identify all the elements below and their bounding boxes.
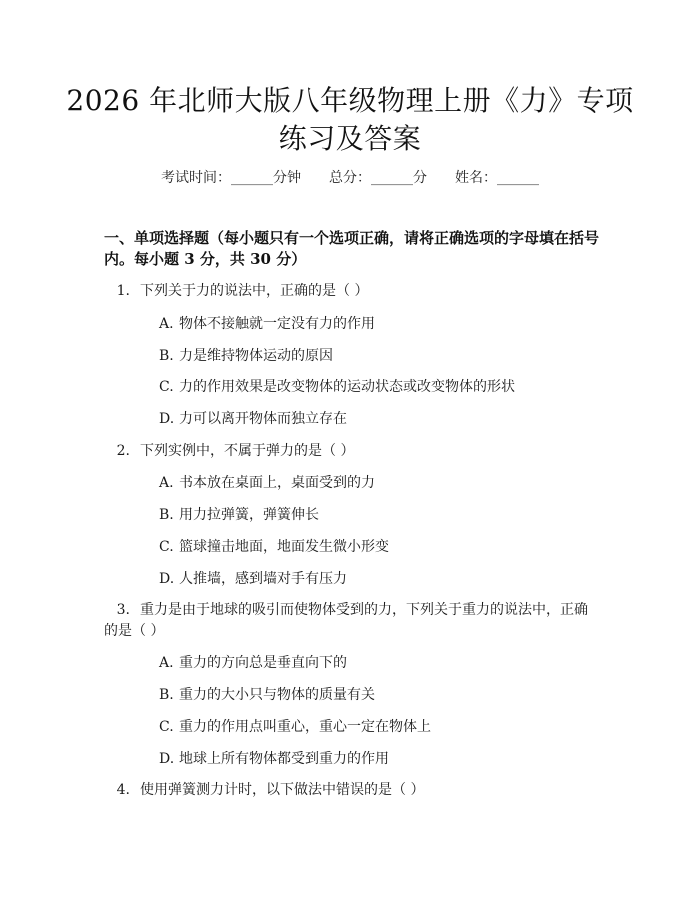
option-3c	[159, 717, 604, 737]
option-text: 力可以离开物体而独立存在	[179, 411, 347, 427]
option-letter: C.	[159, 719, 174, 735]
question-3	[104, 600, 604, 620]
student-name-field: 姓名：______	[455, 170, 539, 186]
exam-meta	[0, 168, 700, 188]
question-number: 1.	[116, 283, 130, 299]
option-2a	[159, 473, 604, 493]
option-letter: A.	[159, 655, 174, 671]
option-2c	[159, 537, 604, 557]
question-text: 下列实例中，不属于弹力的是（ ）	[140, 443, 355, 459]
option-text: 重力的作用点叫重心，重心一定在物体上	[179, 719, 431, 735]
question-text: 使用弹簧测力计时，以下做法中错误的是（ ）	[140, 782, 425, 798]
exam-time-field: 考试时间：______分钟	[161, 170, 301, 186]
question-text-line-1: 重力是由于地球的吸引而使物体受到的力，下列关于重力的说法中，正确	[140, 602, 588, 618]
option-3a	[159, 653, 604, 673]
option-1b	[159, 346, 604, 366]
question-4	[104, 780, 604, 800]
option-2b	[159, 505, 604, 525]
option-3d	[159, 749, 604, 769]
question-number: 2.	[116, 443, 130, 459]
option-2d	[159, 569, 604, 589]
title-line-1: 2026 年北师大版八年级物理上册《力》专项	[66, 84, 634, 117]
option-text: 力的作用效果是改变物体的运动状态或改变物体的形状	[179, 379, 515, 395]
option-letter: A.	[159, 475, 174, 491]
option-1c	[159, 377, 604, 397]
question-text-line-2: 的是（ ）	[104, 623, 165, 639]
question-number: 3.	[116, 602, 130, 618]
option-text: 书本放在桌面上，桌面受到的力	[179, 475, 375, 491]
option-1d	[159, 409, 604, 429]
question-3-continued	[104, 621, 604, 641]
option-1a	[159, 314, 604, 334]
total-score-field: 总分：______分	[329, 170, 427, 186]
option-text: 物体不接触就一定没有力的作用	[179, 316, 375, 332]
option-text: 人推墙，感到墙对手有压力	[179, 571, 347, 587]
question-2	[104, 441, 604, 461]
question-1	[104, 281, 604, 301]
option-letter: D.	[159, 411, 175, 427]
option-letter: C.	[159, 379, 174, 395]
document-title	[60, 82, 640, 158]
option-text: 地球上所有物体都受到重力的作用	[179, 751, 389, 767]
option-letter: D.	[159, 571, 175, 587]
option-text: 重力的大小只与物体的质量有关	[179, 687, 375, 703]
question-number: 4.	[116, 782, 130, 798]
option-letter: B.	[159, 507, 174, 523]
option-text: 重力的方向总是垂直向下的	[179, 655, 347, 671]
option-text: 用力拉弹簧，弹簧伸长	[179, 507, 319, 523]
option-letter: B.	[159, 687, 174, 703]
title-line-2: 练习及答案	[278, 122, 422, 155]
option-3b	[159, 685, 604, 705]
section-heading: 一、单项选择题（每小题只有一个选项正确，请将正确选项的字母填在括号内。每小题 3 分，共 30 分）	[104, 229, 600, 268]
option-text: 篮球撞击地面，地面发生微小形变	[179, 539, 389, 555]
option-letter: B.	[159, 348, 174, 364]
option-letter: C.	[159, 539, 174, 555]
option-letter: D.	[159, 751, 175, 767]
question-text: 下列关于力的说法中，正确的是（ ）	[140, 283, 369, 299]
option-letter: A.	[159, 316, 174, 332]
option-text: 力是维持物体运动的原因	[179, 348, 333, 364]
